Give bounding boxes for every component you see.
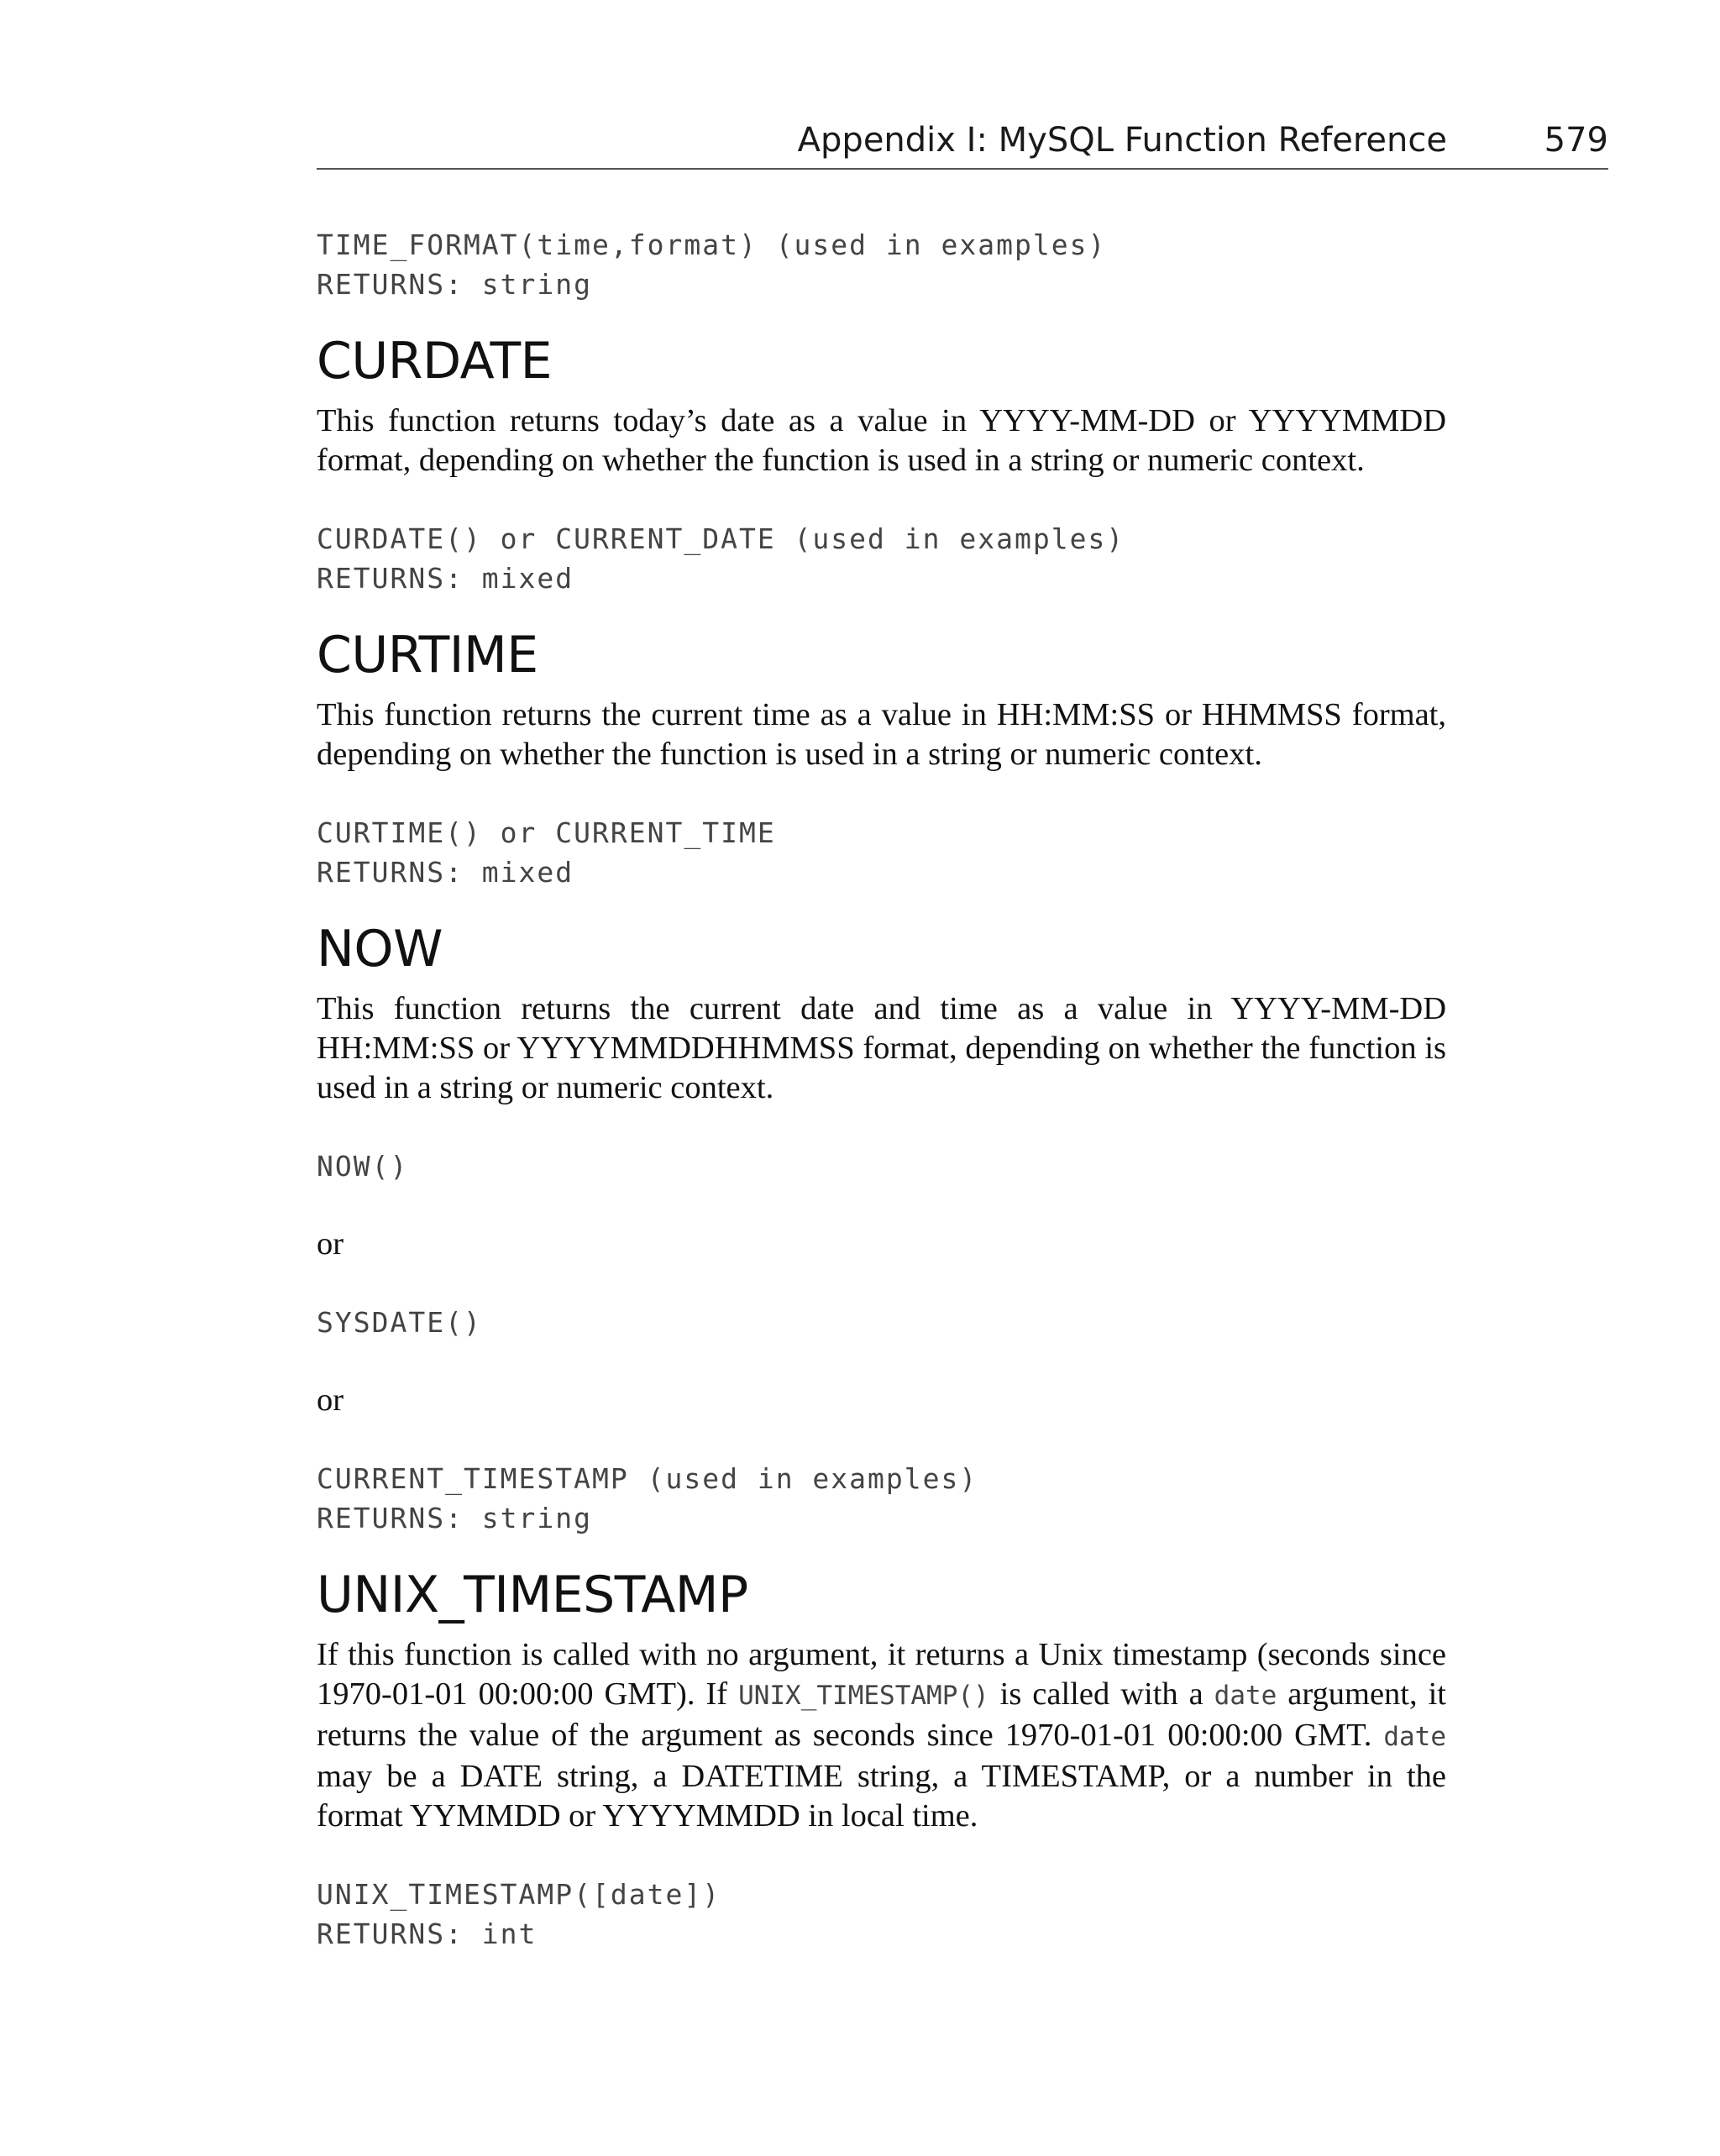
section-description: This function returns today’s date as a value in YYYY-MM-DD or YYYYMMDD format, depending on whether the function is used in a string or numeric context. <box>317 403 1446 478</box>
unix-timestamp-code-block <box>317 1875 1446 1954</box>
curdate-code-block <box>317 519 1446 598</box>
inline-code: date <box>1383 1722 1446 1752</box>
code-line: CURRENT_TIMESTAMP (used in examples) <box>317 1462 978 1495</box>
description-text: argument, it returns the value of the argument as seconds since 1970-01-01 00:00:00 GMT. <box>317 1676 1446 1753</box>
curtime-code-block <box>317 813 1446 892</box>
code-line: NOW() <box>317 1150 409 1183</box>
description-text: may be a DATE string, a DATETIME string, a TIMESTAMP, or a number in the format YYMMDD or YYYYMMDD in local time. <box>317 1759 1446 1833</box>
code-line: RETURNS: mixed <box>317 856 574 889</box>
code-line: UNIX_TIMESTAMP([date]) <box>317 1878 721 1911</box>
curtime-section <box>317 623 1446 892</box>
now-code-block <box>317 1459 1446 1538</box>
page-number: 579 <box>1544 121 1608 160</box>
now-section <box>317 917 1446 1538</box>
unix-timestamp-section <box>317 1563 1446 1954</box>
section-description: This function returns the current time as a value in HH:MM:SS or HHMMSS format, depending on whether the function is used in a string or numeric context. <box>317 697 1446 772</box>
inline-code: date <box>1214 1681 1277 1711</box>
section-heading: NOW <box>317 920 443 978</box>
or-connector: or <box>317 1226 344 1262</box>
code-line: RETURNS: mixed <box>317 562 574 595</box>
chapter-title: Appendix I: MySQL Function Reference <box>797 121 1447 160</box>
or-connector: or <box>317 1382 344 1418</box>
section-heading: CURTIME <box>317 626 538 685</box>
time-format-code-block <box>317 225 1446 304</box>
code-line: SYSDATE() <box>317 1306 482 1339</box>
page-content <box>317 225 1446 1954</box>
section-heading: CURDATE <box>317 332 553 391</box>
running-header <box>317 116 1608 170</box>
code-line: TIME_FORMAT(time,format) (used in examples) <box>317 228 1107 261</box>
code-line: CURDATE() or CURRENT_DATE (used in examples) <box>317 522 1125 555</box>
code-line: RETURNS: int <box>317 1917 538 1950</box>
section-description: This function returns the current date and time as a value in YYYY-MM-DD HH:MM:SS or YYYYMMDDHHMMSS format, depending on whether the function is used in a string or numeric context. <box>317 991 1446 1105</box>
description-text: If this function is called with no argument, it returns a Unix timestamp (seconds since 1970-01-01 00:00:00 GMT). If <box>317 1637 1446 1712</box>
curdate-section <box>317 329 1446 598</box>
section-heading: UNIX_TIMESTAMP <box>317 1566 748 1624</box>
description-text: is called with a <box>988 1676 1214 1712</box>
code-line: RETURNS: string <box>317 1502 593 1534</box>
code-line: CURTIME() or CURRENT_TIME <box>317 816 776 849</box>
inline-code: UNIX_TIMESTAMP() <box>738 1681 989 1711</box>
section-description <box>317 1635 1446 1836</box>
code-line: RETURNS: string <box>317 268 593 301</box>
